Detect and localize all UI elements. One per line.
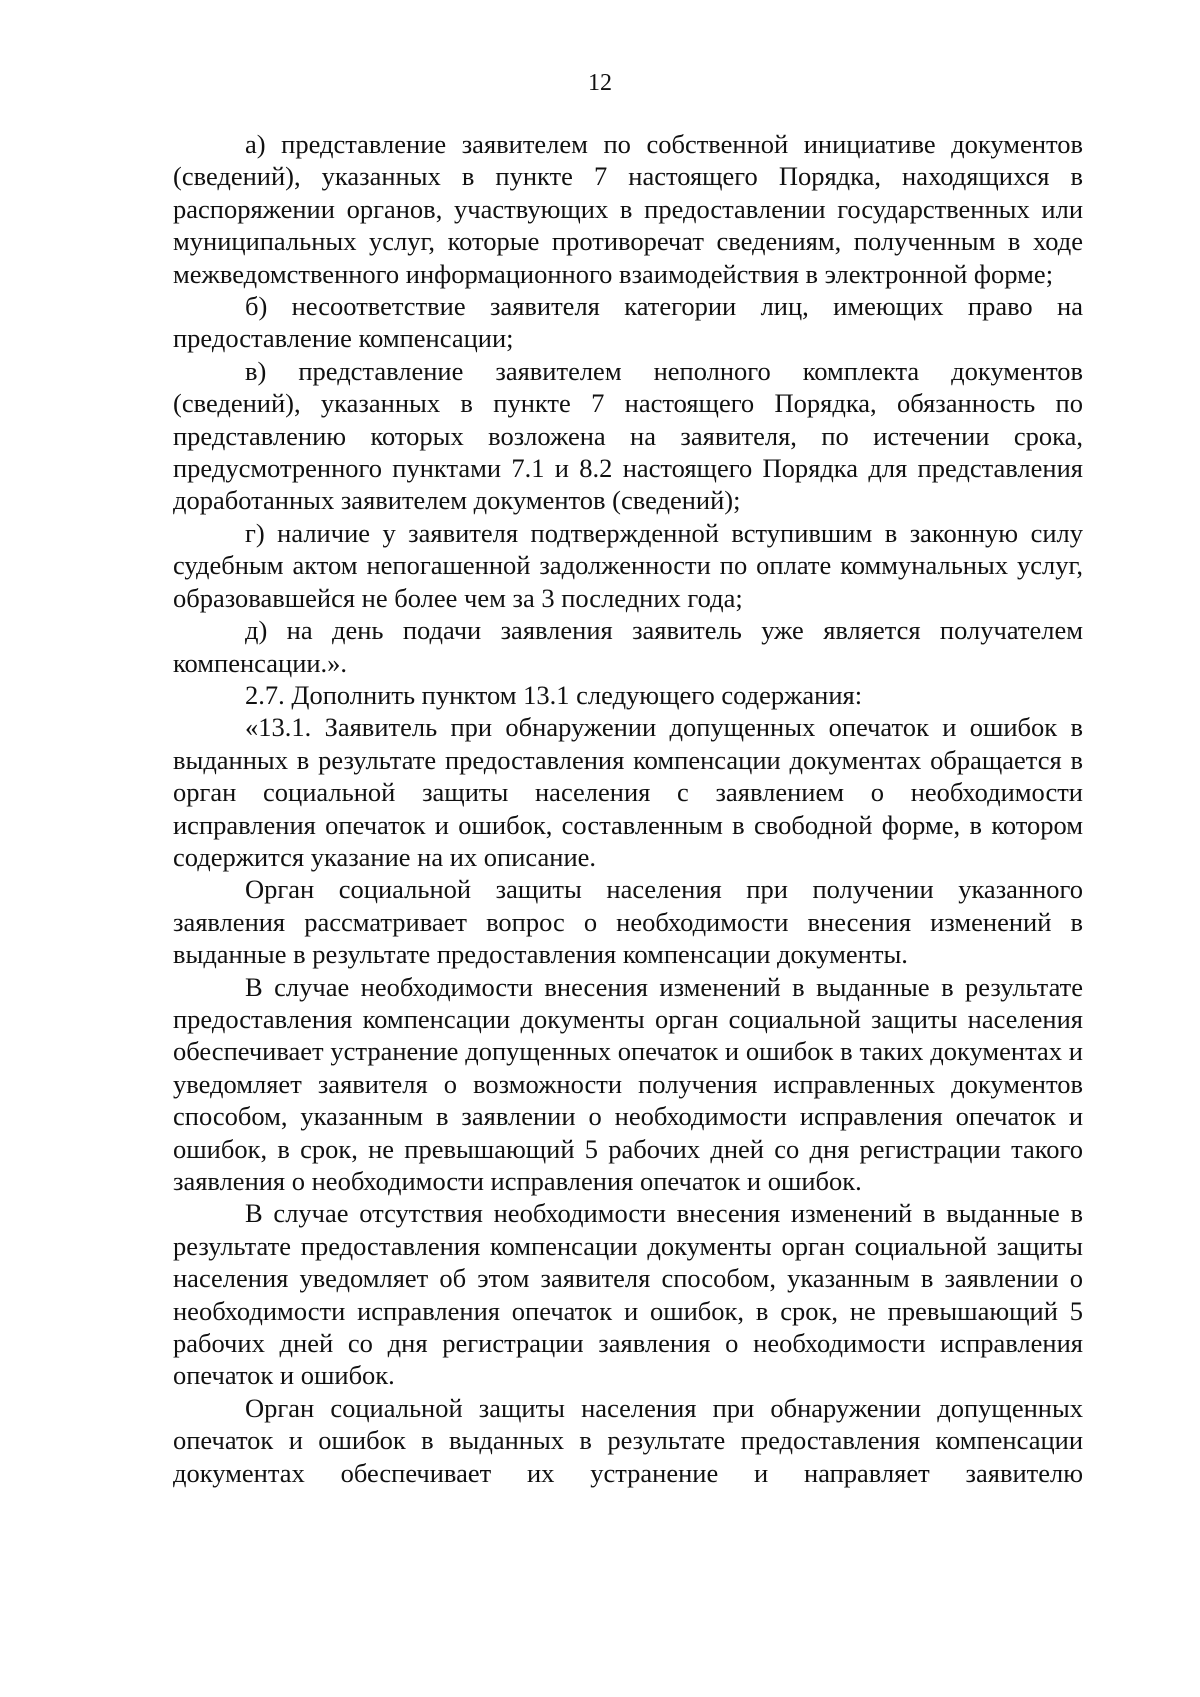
paragraph-item-b: б) несоответствие заявителя категории лиц, имеющих право на предоставление компенсации; [173,291,1083,354]
paragraph-item-v: в) представление заявителем неполного комплекта документов (сведений), указанных в пункте 7 настоящего Порядка, обязанность по представлению которых возложена на заявителя, по истечении срока, предусмотренного пунктами 7.1 и 8.2 настоящего Порядка для представления доработанных заявителем документов (сведений); [173,355,1083,516]
paragraph-correction-not-needed: В случае отсутствия необходимости внесения изменений в выданные в результате предоставления компенсации документы орган социальной защиты населения уведомляет об этом заявителя способом, указанным в заявлении о необходимости исправления опечаток и ошибок, в срок, не превышающий 5 рабочих дней со дня регистрации заявления о необходимости исправления опечаток и ошибок. [173,1198,1083,1391]
paragraph-amendment-2-7: 2.7. Дополнить пунктом 13.1 следующего содержания: [245,679,863,710]
page-number: 12 [588,70,612,96]
paragraph-correction-needed: В случае необходимости внесения изменений в выданные в результате предоставления компенсации документы орган социальной защиты населения обеспечивает устранение допущенных опечаток и ошибок в таких документах и уведомляет заявителя о возможности получения исправленных документов способом, указанным в заявлении о необходимости исправления опечаток и ошибок, в срок, не превышающий 5 рабочих дней со дня регистрации такого заявления о необходимости исправления опечаток и ошибок. [173,971,1083,1196]
paragraph-item-g: г) наличие у заявителя подтвержденной вступившим в законную силу судебным актом непогашенной задолженности по оплате коммунальных услуг, образовавшейся не более чем за 3 последних года; [173,517,1083,613]
paragraph-13-1: «13.1. Заявитель при обнаружении допущенных опечаток и ошибок в выданных в результате предоставления компенсации документах обращается в орган социальной защиты населения с заявлением о необходимости исправления опечаток и ошибок, составленным в свободной форме, в котором содержится указание на их описание. [173,712,1083,872]
paragraph-self-detected-errors: Орган социальной защиты населения при обнаружении допущенных опечаток и ошибок в выданных в результате предоставления компенсации документах обеспечивает их устранение и направляет заявителю [173,1392,1083,1488]
document-body [173,128,1083,1489]
paragraph-item-a: а) представление заявителем по собственной инициативе документов (сведений), указанных в пункте 7 настоящего Порядка, находящихся в распоряжении органов, участвующих в предоставлении государственных или муниципальных услуг, которые противоречат сведениям, полученным в ходе межведомственного информационного взаимодействия в электронной форме; [173,129,1083,289]
paragraph-review: Орган социальной защиты населения при получении указанного заявления рассматривает вопрос о необходимости внесения изменений в выданные в результате предоставления компенсации документы. [173,874,1083,970]
paragraph-item-d: д) на день подачи заявления заявитель уже является получателем компенсации.». [173,615,1083,678]
